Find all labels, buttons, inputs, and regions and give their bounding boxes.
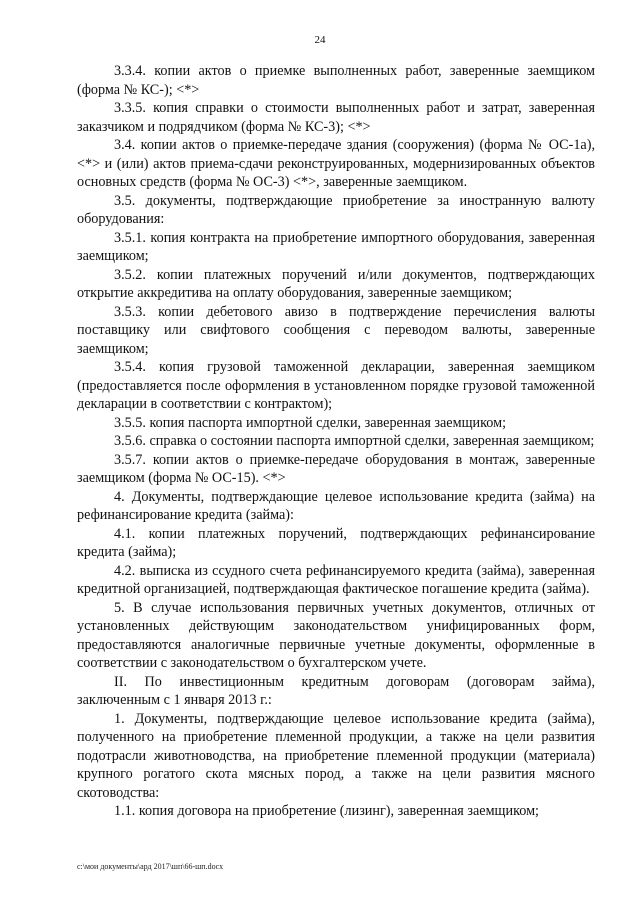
paragraph-3-5-3: 3.5.3. копии дебетового авизо в подтверждение перечисления валюты поставщику или свифтового сообщения с переводом валюты, заверенные заемщиком;	[77, 303, 595, 357]
paragraph-3-4: 3.4. копии актов о приемке-передаче здания (сооружения) (форма № ОС-1а), <*> и (или) актов приема-сдачи реконструированных, модернизированных объектов основных средств (форма № ОС-3) <*>, заверенные заемщиком.	[77, 137, 595, 190]
paragraph-3-5-7: 3.5.7. копии актов о приемке-передаче оборудования в монтаж, заверенные заемщиком (форма № ОС-15). <*>	[77, 451, 595, 486]
paragraph-3-3-4: 3.3.4. копии актов о приемке выполненных работ, заверенные заемщиком (форма № КС-); <*>	[77, 63, 595, 98]
paragraph-3-5-4: 3.5.4. копия грузовой таможенной декларации, заверенная заемщиком (предоставляется после оформления в установленном порядке грузовой таможенной декларации в соответствии с контрактом);	[77, 359, 595, 412]
document-body	[77, 62, 595, 821]
paragraph-3-5-6: 3.5.6. справка о состоянии паспорта импортной сделки, заверенная заемщиком;	[114, 433, 595, 449]
paragraph-ii-1: 1. Документы, подтверждающие целевое использование кредита (займа), полученного на приобретение племенной продукции, а также на цели развития подотрасли животноводства, на приобретение племенной продукции (материала) крупного рогатого скота мясных пород, а также на цели развития мясного скотоводства:	[77, 710, 595, 801]
paragraph-4-1: 4.1. копии платежных поручений, подтверждающих рефинансирование кредита (займа);	[77, 525, 595, 560]
paragraph-5: 5. В случае использования первичных учетных документов, отличных от установленных действующим законодательством унифицированных форм, предоставляются аналогичные первичные учетные документы, оформленные в соответствии с законодательством о бухгалтерском учете.	[77, 599, 595, 671]
paragraph-3-5: 3.5. документы, подтверждающие приобретение за иностранную валюту оборудования:	[77, 192, 595, 227]
paragraph-3-5-5: 3.5.5. копия паспорта импортной сделки, заверенная заемщиком;	[114, 414, 507, 431]
paragraph-3-5-2: 3.5.2. копии платежных поручений и/или документов, подтверждающих открытие аккредитива на оплату оборудования, заверенные заемщиком;	[77, 266, 595, 301]
paragraph-3-5-1: 3.5.1. копия контракта на приобретение импортного оборудования, заверенная заемщиком;	[77, 229, 595, 264]
page-number: 24	[314, 34, 326, 46]
paragraph-4: 4. Документы, подтверждающие целевое использование кредита (займа) на рефинансирование кредита (займа):	[77, 488, 595, 523]
section-ii-heading: II. По инвестиционным кредитным договорам (договорам займа), заключенным с 1 января 2013 г.:	[77, 673, 595, 708]
paragraph-ii-1-1: 1.1. копия договора на приобретение (лизинг), заверенная заемщиком;	[114, 803, 539, 819]
paragraph-3-3-5: 3.3.5. копия справки о стоимости выполненных работ и затрат, заверенная заказчиком и подрядчиком (форма № КС-3); <*>	[77, 100, 595, 135]
footer-file-path: c:\мои документы\ард 2017\шп\66-шп.docx	[77, 862, 224, 871]
paragraph-4-2: 4.2. выписка из ссудного счета рефинансируемого кредита (займа), заверенная кредитной организацией, подтверждающая фактическое погашение кредита (займа).	[77, 562, 595, 597]
